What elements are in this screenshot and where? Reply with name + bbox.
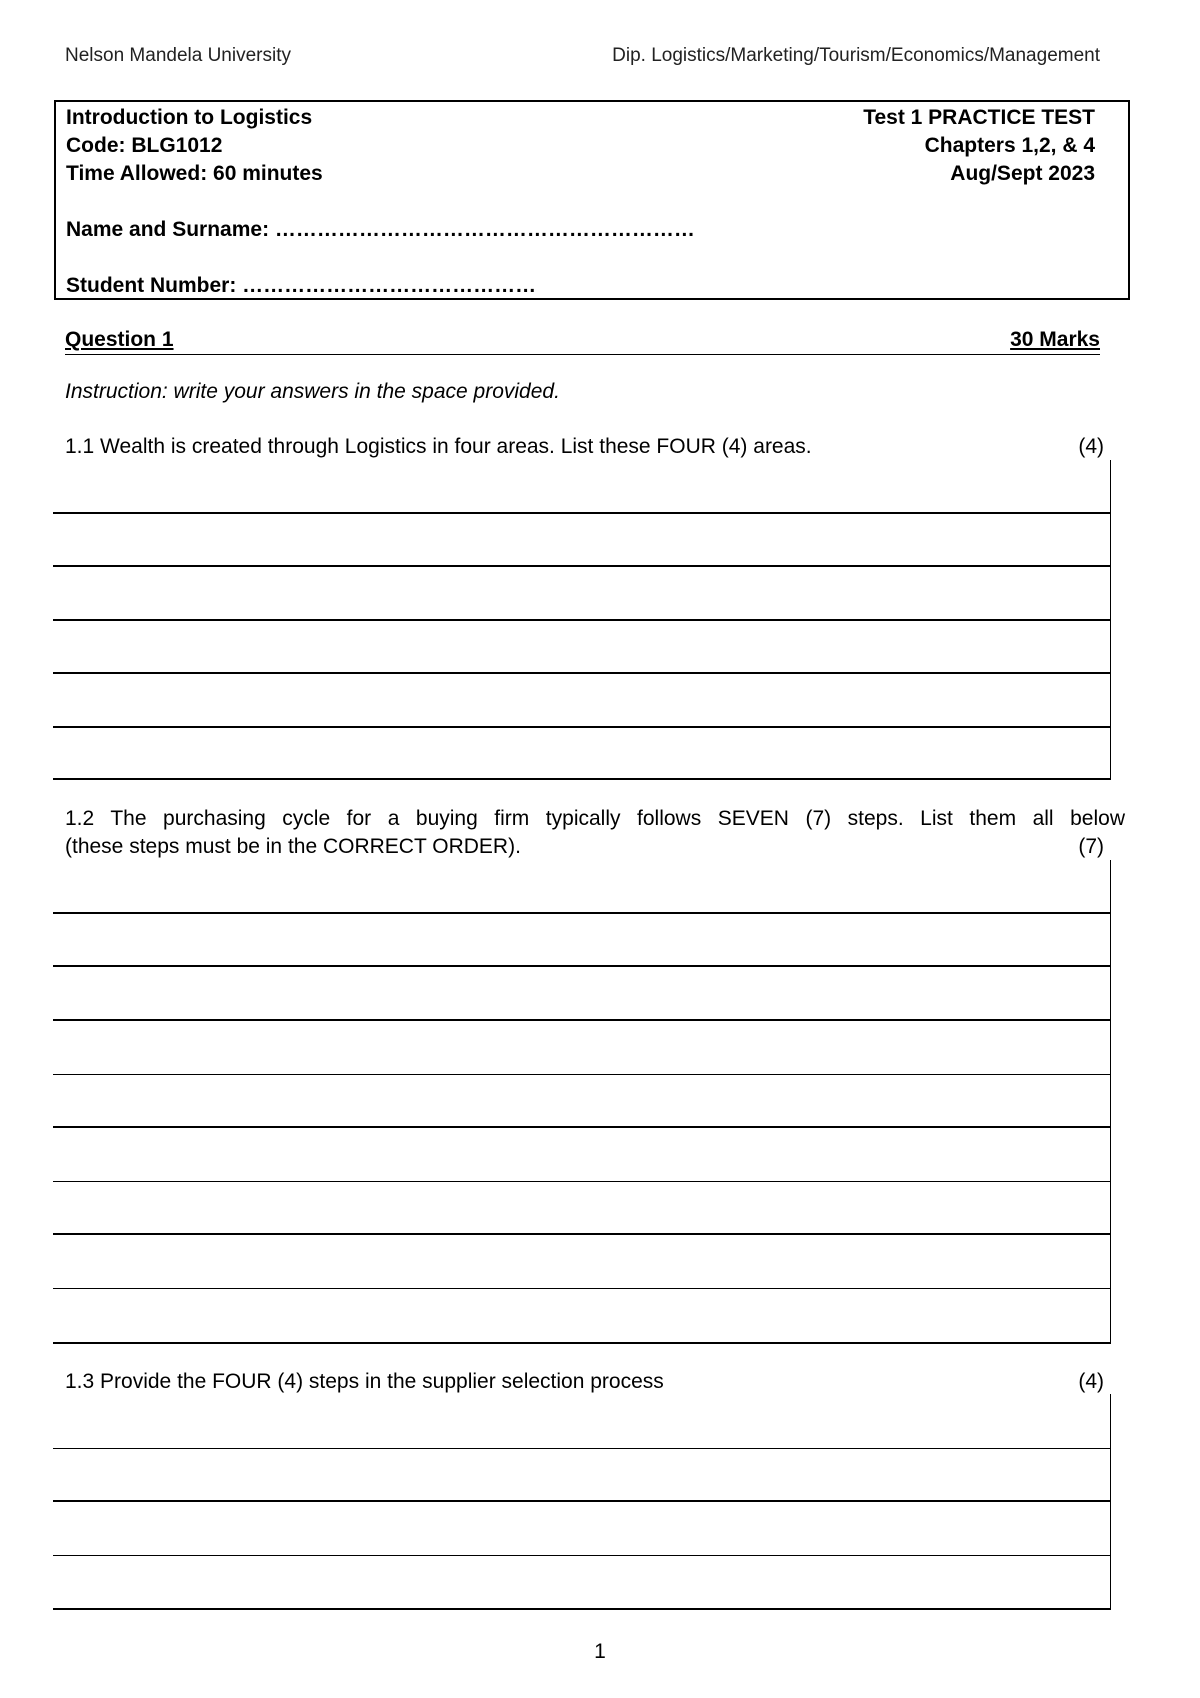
- programme-name: Dip. Logistics/Marketing/Tourism/Economics/Management: [612, 45, 1100, 66]
- test-title: Test 1 PRACTICE TEST: [863, 106, 1095, 129]
- test-info-box: [54, 100, 1130, 300]
- answer-area-1-2[interactable]: [53, 860, 1111, 1344]
- time-allowed: Time Allowed: 60 minutes: [66, 162, 323, 185]
- answer-line: [53, 512, 1110, 514]
- university-name: Nelson Mandela University: [65, 45, 291, 66]
- name-surname-field[interactable]: [66, 216, 1095, 244]
- answer-line: [53, 1500, 1110, 1502]
- answer-line: [53, 726, 1110, 728]
- answer-line: [53, 1555, 1110, 1556]
- answer-line: [53, 1126, 1110, 1128]
- question-1-1-text: 1.1 Wealth is created through Logistics in four areas. List these FOUR (4) areas.: [65, 435, 812, 458]
- question-1-heading: [65, 326, 1100, 355]
- instruction-text: Instruction: write your answers in the space provided.: [65, 380, 560, 403]
- question-1-2-text-line1: 1.2 The purchasing cycle for a buying firm typically follows SEVEN (7) steps. List them all below: [65, 807, 1125, 830]
- answer-line: [53, 1181, 1110, 1182]
- answer-line: [53, 778, 1110, 780]
- answer-line: [53, 1448, 1110, 1449]
- answer-line: [53, 1019, 1110, 1021]
- answer-line: [53, 1288, 1110, 1289]
- test-date: Aug/Sept 2023: [950, 162, 1095, 185]
- info-row-1: [66, 104, 1095, 132]
- answer-line: [53, 1342, 1110, 1344]
- question-1-2-text-line2: (these steps must be in the CORRECT ORDER).: [65, 835, 521, 858]
- question-1-2-marks: (7): [1078, 835, 1104, 858]
- student-number-label: Student Number: ……………………………………: [66, 274, 537, 297]
- answer-line: [53, 672, 1110, 674]
- question-1-3-marks: (4): [1078, 1370, 1104, 1393]
- question-1-title: Question 1: [65, 328, 174, 351]
- question-1-1-marks: (4): [1078, 435, 1104, 458]
- test-chapters: Chapters 1,2, & 4: [924, 134, 1095, 157]
- answer-area-1-1[interactable]: [53, 460, 1111, 780]
- question-1-3-text: 1.3 Provide the FOUR (4) steps in the supplier selection process: [65, 1370, 664, 1393]
- answer-line: [53, 619, 1110, 621]
- answer-line: [53, 565, 1110, 567]
- answer-line: [53, 1608, 1110, 1610]
- question-1-marks: 30 Marks: [1010, 328, 1100, 351]
- name-surname-label: Name and Surname: ……………………………………………………: [66, 218, 695, 241]
- student-number-field[interactable]: [66, 272, 1095, 300]
- answer-line: [53, 1074, 1110, 1075]
- answer-area-1-3[interactable]: [53, 1394, 1111, 1610]
- info-row-3: [66, 160, 1095, 188]
- course-code: Code: BLG1012: [66, 134, 223, 157]
- answer-line: [53, 1233, 1110, 1235]
- answer-line: [53, 965, 1110, 967]
- course-title: Introduction to Logistics: [66, 106, 313, 129]
- answer-line: [53, 912, 1110, 914]
- page-number: 1: [594, 1640, 606, 1663]
- info-row-2: [66, 132, 1095, 160]
